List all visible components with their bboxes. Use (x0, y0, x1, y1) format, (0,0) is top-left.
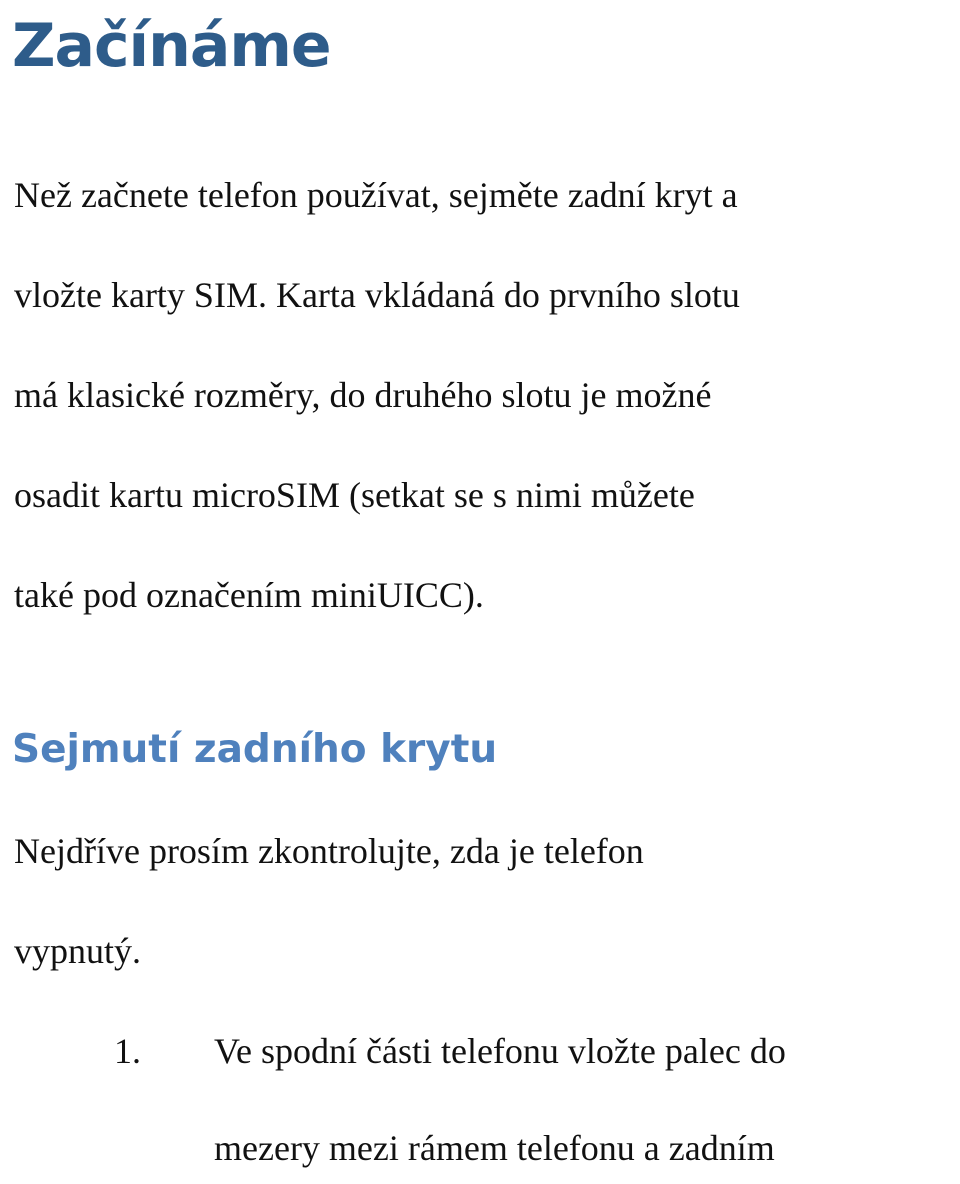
list-item-line: mezery mezi rámem telefonu a zadním (214, 1128, 775, 1168)
section-heading: Sejmutí zadního krytu (12, 727, 498, 772)
intro-line: osadit kartu microSIM (setkat se s nimi můžete (14, 475, 695, 515)
section-line: vypnutý. (14, 931, 142, 971)
list-item-number: 1. (114, 1031, 141, 1071)
list-item-line: Ve spodní části telefonu vložte palec do (214, 1031, 786, 1071)
intro-line: vložte karty SIM. Karta vkládaná do prvního slotu (14, 275, 740, 315)
intro-line: také pod označením miniUICC). (14, 575, 484, 615)
page-title: Začínáme (12, 11, 331, 81)
intro-line: Než začnete telefon používat, sejměte zadní kryt a (14, 175, 738, 215)
intro-line: má klasické rozměry, do druhého slotu je možné (14, 375, 712, 415)
section-line: Nejdříve prosím zkontrolujte, zda je telefon (14, 831, 644, 871)
